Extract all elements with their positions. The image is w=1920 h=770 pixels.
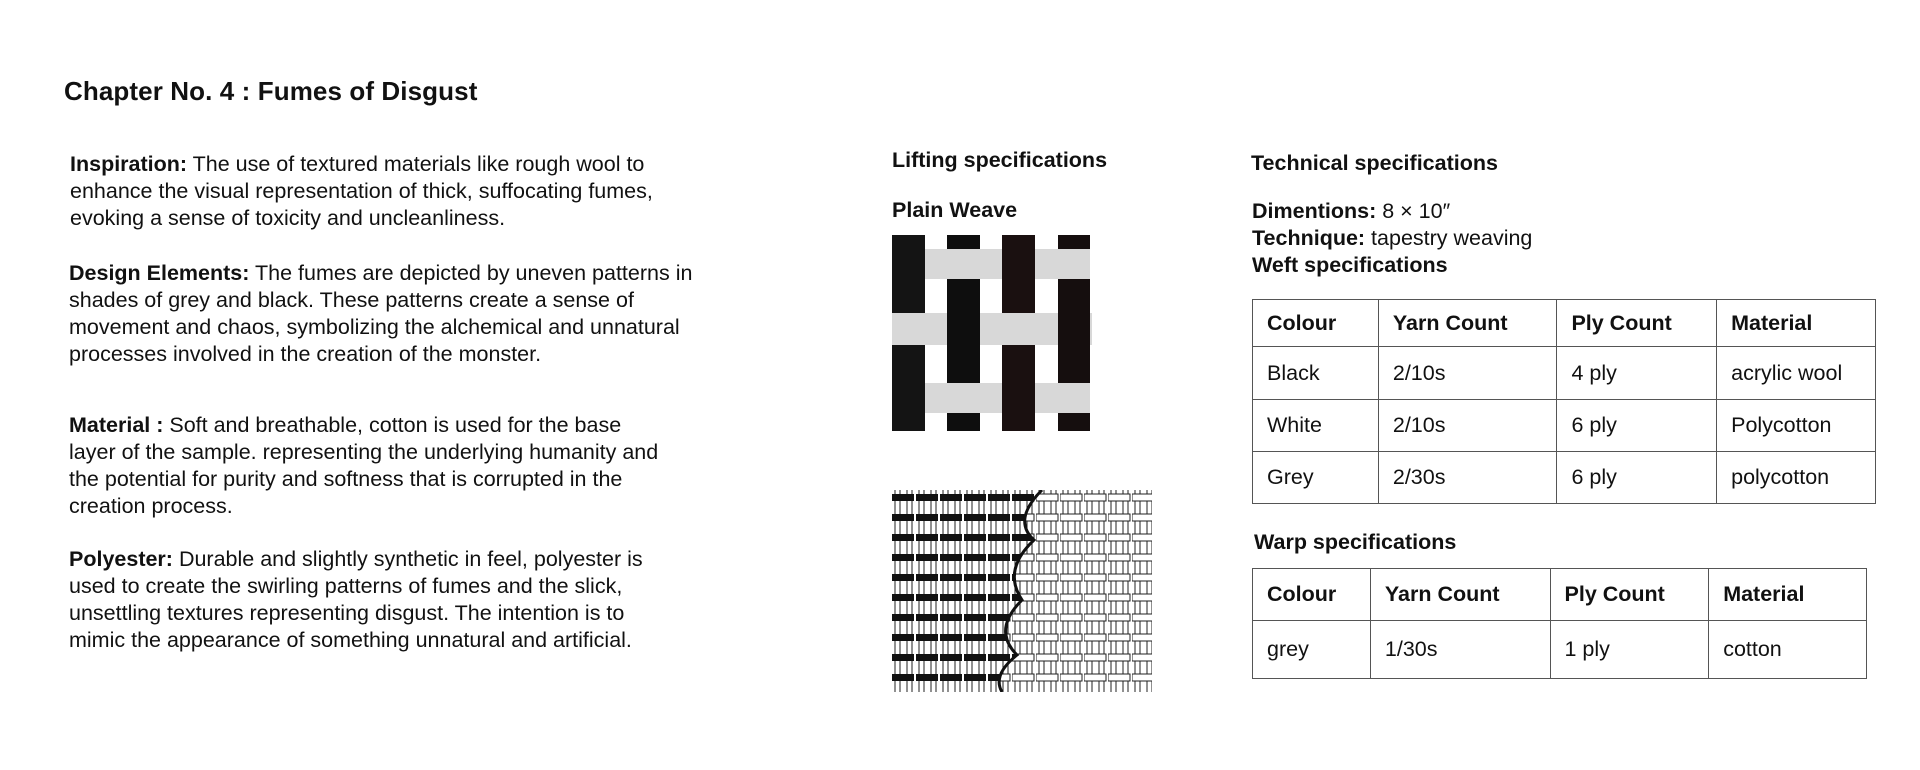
- polyester-text: Durable and slightly synthetic in feel, polyester is used to create the swirling patterns of fumes and the slick, unsettling textures representing disgust. The intention is to mimic the appearance of something unnatural and artificial.: [69, 547, 643, 652]
- table-header: Ply Count: [1557, 300, 1717, 347]
- table-header: Colour: [1253, 300, 1379, 347]
- dimensions-value: 8 × 10″: [1376, 199, 1451, 223]
- warp-thread: [947, 279, 980, 383]
- inspiration-label: Inspiration:: [70, 152, 188, 176]
- tapestry-weave-diagram: [892, 490, 1152, 692]
- page-title: Chapter No. 4 : Fumes of Disgust: [64, 76, 478, 106]
- plain-weave-diagram: [892, 235, 1092, 431]
- table-cell: Grey: [1253, 452, 1379, 504]
- table-cell: 1 ply: [1550, 621, 1709, 679]
- design-elements-paragraph: [69, 260, 729, 368]
- warp-thread: [1058, 279, 1090, 383]
- warp-thread: [1002, 345, 1035, 431]
- table-cell: Black: [1253, 347, 1379, 400]
- table-header: Ply Count: [1550, 569, 1709, 621]
- table-cell: 2/10s: [1378, 400, 1557, 452]
- table-cell: polycotton: [1717, 452, 1876, 504]
- table-header: Yarn Count: [1378, 300, 1557, 347]
- material-text: Soft and breathable, cotton is used for the base layer of the sample. representing the underlying humanity and the potential for purity and softness that is corrupted in the creation process.: [69, 413, 659, 518]
- technical-heading: Technical specifications: [1251, 151, 1498, 175]
- table-cell: 2/10s: [1378, 347, 1557, 400]
- table-cell: acrylic wool: [1717, 347, 1876, 400]
- inspiration-text: The use of textured materials like rough wool to enhance the visual representation of thick, suffocating fumes, evoking a sense of toxicity and uncleanliness.: [70, 152, 653, 230]
- technique-value: tapestry weaving: [1365, 226, 1533, 250]
- table-header: Colour: [1253, 569, 1371, 621]
- table-cell: 4 ply: [1557, 347, 1717, 400]
- table-cell: 6 ply: [1557, 452, 1717, 504]
- table-row: [1253, 347, 1876, 400]
- table-header: Yarn Count: [1370, 569, 1550, 621]
- technique-label: Technique:: [1252, 226, 1366, 250]
- table-row: [1253, 452, 1876, 504]
- technique-line: [1252, 225, 1532, 252]
- table-header: Material: [1717, 300, 1876, 347]
- table-cell: cotton: [1709, 621, 1867, 679]
- warp-thread: [1058, 235, 1090, 249]
- table-cell: grey: [1253, 621, 1371, 679]
- warp-thread: [1002, 235, 1035, 313]
- material-label: Material :: [69, 413, 164, 437]
- table-cell: 1/30s: [1370, 621, 1550, 679]
- warp-thread: [1058, 413, 1090, 431]
- plain-weave-label: Plain Weave: [892, 198, 1018, 222]
- design-elements-text: The fumes are depicted by uneven patterns in shades of grey and black. These patterns create a sense of movement and chaos, symbolizing the alchemical and unnatural processes involved in the creation of the monster.: [69, 261, 693, 366]
- warp-thread: [892, 235, 925, 313]
- lifting-heading: Lifting specifications: [892, 148, 1108, 172]
- dimensions-line: [1252, 198, 1450, 225]
- dimensions-label: Dimentions:: [1252, 199, 1377, 223]
- table-cell: White: [1253, 400, 1379, 452]
- design-elements-label: Design Elements:: [69, 261, 250, 285]
- table-cell: 6 ply: [1557, 400, 1717, 452]
- table-cell: Polycotton: [1717, 400, 1876, 452]
- inspiration-paragraph: [70, 151, 730, 232]
- polyester-paragraph: [69, 546, 649, 654]
- warp-table: [1252, 568, 1867, 679]
- table-row: [1253, 621, 1867, 679]
- weft-heading: Weft specifications: [1252, 253, 1448, 277]
- table-header: Material: [1709, 569, 1867, 621]
- warp-thread: [947, 235, 980, 249]
- warp-thread: [947, 413, 980, 431]
- warp-heading: Warp specifications: [1254, 530, 1457, 554]
- material-paragraph: [69, 412, 669, 520]
- table-row: [1253, 400, 1876, 452]
- polyester-label: Polyester:: [69, 547, 173, 571]
- weft-table: [1252, 299, 1876, 504]
- table-cell: 2/30s: [1378, 452, 1557, 504]
- warp-thread: [892, 345, 925, 431]
